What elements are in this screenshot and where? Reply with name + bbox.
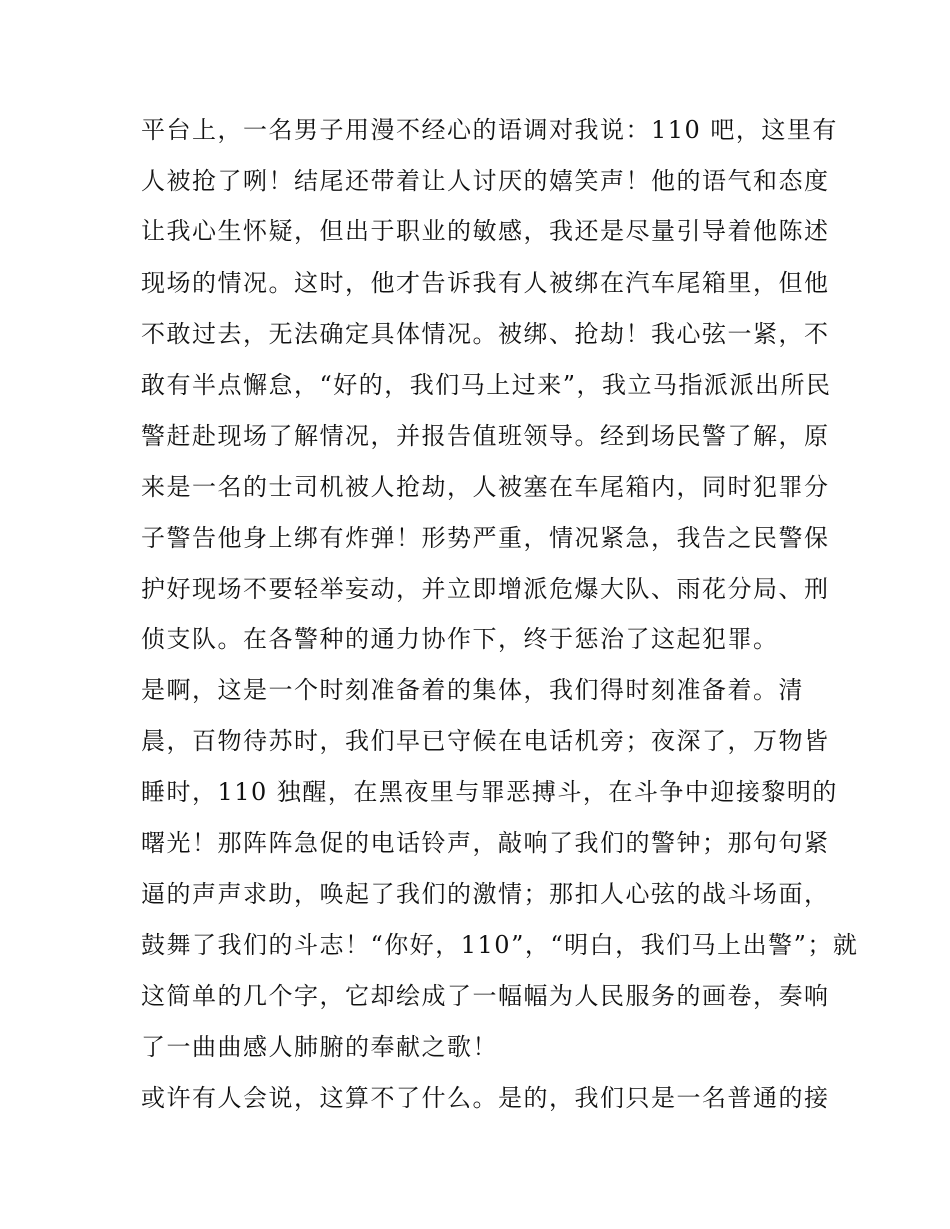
text-line: 这简单的几个字，它却绘成了一幅幅为人民服务的画卷，奏响 [141,982,830,1010]
text-line: 或许有人会说，这算不了什么。是的，我们只是一名普通的接 [141,1084,830,1112]
text-line: 护好现场不要轻举妄动，并立即增派危爆大队、雨花分局、刑 [141,575,830,603]
text-line: 晨，百物待苏时，我们早已守候在电话机旁；夜深了，万物皆 [141,727,830,755]
text-line: 鼓舞了我们的斗志！“你好，110”，“明白，我们马上出警”；就 [141,931,859,959]
text-line: 警赶赴现场了解情况，并报告值班领导。经到场民警了解，原 [141,422,830,450]
text-line: 不敢过去，无法确定具体情况。被绑、抢劫！我心弦一紧，不 [141,320,830,348]
text-line: 平台上，一名男子用漫不经心的语调对我说：110 吧，这里有 [141,116,838,144]
text-line: 睡时，110 独醒，在黑夜里与罪恶搏斗，在斗争中迎接黎明的 [141,778,838,806]
text-line: 让我心生怀疑，但出于职业的敏感，我还是尽量引导着他陈述 [141,217,830,245]
text-line: 逼的声声求助，唤起了我们的激情；那扣人心弦的战斗场面， [141,880,830,908]
text-line: 是啊，这是一个时刻准备着的集体，我们得时刻准备着。清 [141,676,804,704]
text-line: 了一曲曲感人肺腑的奉献之歌！ [141,1033,498,1061]
text-line: 侦支队。在各警种的通力协作下，终于惩治了这起犯罪。 [141,625,779,653]
text-line: 子警告他身上绑有炸弹！形势严重，情况紧急，我告之民警保 [141,524,830,552]
text-line: 曙光！那阵阵急促的电话铃声，敲响了我们的警钟；那句句紧 [141,829,830,857]
text-line: 敢有半点懈怠，“好的，我们马上过来”，我立马指派派出所民 [141,371,832,399]
text-line: 现场的情况。这时，他才告诉我有人被绑在汽车尾箱里，但他 [141,269,830,297]
text-line: 人被抢了咧！结尾还带着让人讨厌的嬉笑声！他的语气和态度 [141,167,830,195]
text-line: 来是一名的士司机被人抢劫，人被塞在车尾箱内，同时犯罪分 [141,473,830,501]
